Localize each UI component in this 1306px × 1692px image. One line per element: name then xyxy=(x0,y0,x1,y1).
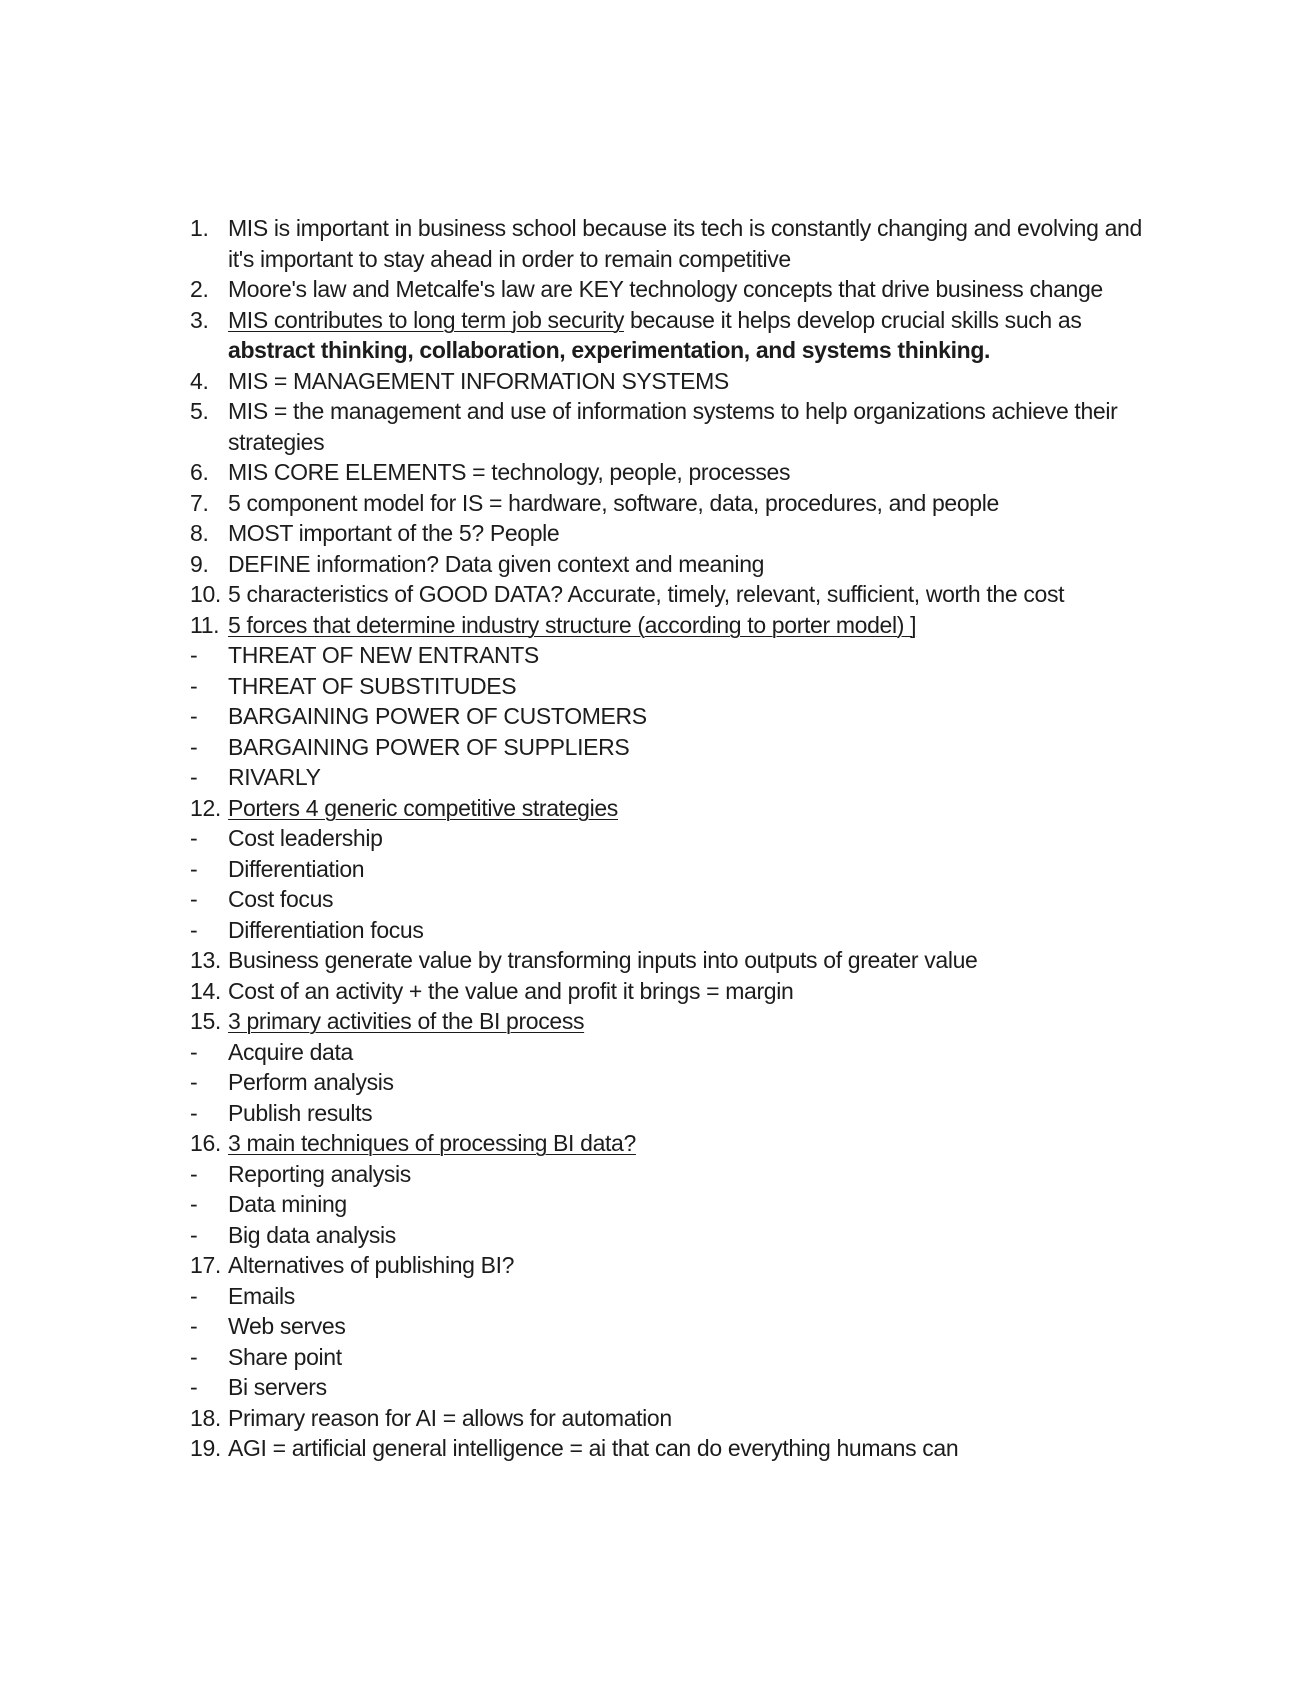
bullet-item xyxy=(190,854,1150,885)
item-text: Perform analysis xyxy=(228,1069,394,1095)
numbered-item xyxy=(190,1433,1150,1464)
bullet-item xyxy=(190,1067,1150,1098)
item-text: 5 component model for IS = hardware, software, data, procedures, and people xyxy=(228,489,999,516)
bullet-marker: - xyxy=(190,825,198,851)
numbered-item xyxy=(190,610,1150,641)
item-number: 9. xyxy=(190,550,209,577)
numbered-item xyxy=(190,1403,1150,1434)
item-text: Alternatives of publishing BI? xyxy=(228,1252,515,1278)
bullet-marker: - xyxy=(190,916,198,943)
notes-list xyxy=(190,213,1150,1464)
bullet-item xyxy=(190,1372,1150,1403)
item-text: Differentiation focus xyxy=(228,916,424,943)
bullet-marker: - xyxy=(190,733,198,760)
bullet-item xyxy=(190,640,1150,671)
item-text: THREAT OF NEW ENTRANTS xyxy=(228,642,539,668)
numbered-item xyxy=(190,1250,1150,1281)
item-number: 8. xyxy=(190,520,209,546)
bullet-item xyxy=(190,762,1150,793)
bullet-item xyxy=(190,1311,1150,1342)
item-text: Share point xyxy=(228,1343,342,1370)
item-text: Cost focus xyxy=(228,886,334,912)
item-text: Acquire data xyxy=(228,1038,353,1065)
bullet-item xyxy=(190,1037,1150,1068)
item-number: 15. xyxy=(190,1008,221,1034)
item-text: MIS is important in business school because its tech is constantly changing and evolving and it's important to stay ahead in order to remain competitive xyxy=(228,215,1142,272)
numbered-item xyxy=(190,488,1150,519)
item-text: Cost leadership xyxy=(228,825,383,851)
bullet-marker: - xyxy=(190,1313,198,1339)
bullet-marker: - xyxy=(190,855,198,882)
bullet-marker: - xyxy=(190,642,198,668)
item-text: MOST important of the 5? People xyxy=(228,520,560,546)
bullet-item xyxy=(190,1342,1150,1373)
item-text: Emails xyxy=(228,1282,295,1309)
bullet-marker: - xyxy=(190,1038,198,1065)
numbered-item xyxy=(190,457,1150,488)
underlined-text: 3 primary activities of the BI process xyxy=(228,1008,585,1034)
bullet-item xyxy=(190,823,1150,854)
item-text: THREAT OF SUBSTITUDES xyxy=(228,672,517,699)
numbered-item xyxy=(190,518,1150,549)
bullet-marker: - xyxy=(190,703,198,729)
item-text: Reporting analysis xyxy=(228,1160,411,1187)
item-number: 12. xyxy=(190,794,221,821)
item-number: 5. xyxy=(190,398,209,424)
bullet-item xyxy=(190,732,1150,763)
item-text: Data mining xyxy=(228,1191,347,1217)
item-text: BARGAINING POWER OF CUSTOMERS xyxy=(228,703,647,729)
item-number: 14. xyxy=(190,977,221,1004)
item-number: 16. xyxy=(190,1130,221,1156)
item-number: 10. xyxy=(190,581,221,607)
item-text: 5 characteristics of GOOD DATA? Accurate, timely, relevant, sufficient, worth the cost xyxy=(228,581,1065,607)
item-number: 19. xyxy=(190,1435,221,1461)
item-text: because it helps develop crucial skills such as xyxy=(624,306,1082,333)
item-number: 2. xyxy=(190,276,209,302)
numbered-item xyxy=(190,945,1150,976)
bullet-item xyxy=(190,1189,1150,1220)
bullet-marker: - xyxy=(190,1221,198,1248)
bold-text: abstract thinking, collaboration, experimentation, and systems thinking. xyxy=(228,337,991,363)
item-text: Bi servers xyxy=(228,1374,327,1400)
item-number: 13. xyxy=(190,947,221,973)
item-text: Publish results xyxy=(228,1099,373,1126)
bullet-marker: - xyxy=(190,1343,198,1370)
item-text: Big data analysis xyxy=(228,1221,396,1248)
bullet-item xyxy=(190,1098,1150,1129)
numbered-item xyxy=(190,305,1150,366)
item-number: 7. xyxy=(190,489,209,516)
numbered-item xyxy=(190,1006,1150,1037)
item-text: AGI = artificial general intelligence = ai that can do everything humans can xyxy=(228,1435,959,1461)
item-text: Primary reason for AI = allows for automation xyxy=(228,1404,672,1431)
numbered-item xyxy=(190,579,1150,610)
item-number: 11. xyxy=(190,611,220,638)
item-text: Web serves xyxy=(228,1313,346,1339)
item-text: MIS CORE ELEMENTS = technology, people, processes xyxy=(228,459,791,485)
item-text: Cost of an activity + the value and profit it brings = margin xyxy=(228,977,794,1004)
bullet-item xyxy=(190,1220,1150,1251)
item-text: Moore's law and Metcalfe's law are KEY technology concepts that drive business change xyxy=(228,276,1103,302)
bullet-item xyxy=(190,915,1150,946)
numbered-item xyxy=(190,793,1150,824)
bullet-marker: - xyxy=(190,1160,198,1187)
numbered-item xyxy=(190,396,1150,457)
bullet-marker: - xyxy=(190,764,198,790)
bullet-item xyxy=(190,671,1150,702)
numbered-item xyxy=(190,366,1150,397)
item-text: Business generate value by transforming inputs into outputs of greater value xyxy=(228,947,978,973)
numbered-item xyxy=(190,976,1150,1007)
bullet-item xyxy=(190,1159,1150,1190)
numbered-item xyxy=(190,213,1150,274)
item-text: MIS = the management and use of information systems to help organizations achieve their strategies xyxy=(228,398,1118,455)
bullet-marker: - xyxy=(190,1374,198,1400)
bullet-item xyxy=(190,701,1150,732)
bullet-item xyxy=(190,884,1150,915)
item-text: Differentiation xyxy=(228,855,365,882)
underlined-text: MIS contributes to long term job security xyxy=(228,306,624,333)
bullet-marker: - xyxy=(190,672,198,699)
bullet-marker: - xyxy=(190,1099,198,1126)
item-number: 1. xyxy=(190,215,209,241)
item-text: MIS = MANAGEMENT INFORMATION SYSTEMS xyxy=(228,367,729,394)
bullet-marker: - xyxy=(190,1069,198,1095)
underlined-text: 3 main techniques of processing BI data? xyxy=(228,1130,636,1156)
numbered-item xyxy=(190,549,1150,580)
bullet-marker: - xyxy=(190,886,198,912)
bullet-item xyxy=(190,1281,1150,1312)
item-number: 18. xyxy=(190,1404,221,1431)
numbered-item xyxy=(190,1128,1150,1159)
numbered-item xyxy=(190,274,1150,305)
underlined-text: Porters 4 generic competitive strategies xyxy=(228,794,618,821)
bullet-marker: - xyxy=(190,1191,198,1217)
item-number: 6. xyxy=(190,459,209,485)
item-number: 4. xyxy=(190,367,209,394)
item-text: BARGAINING POWER OF SUPPLIERS xyxy=(228,733,630,760)
bullet-marker: - xyxy=(190,1282,198,1309)
item-text: DEFINE information? Data given context and meaning xyxy=(228,550,765,577)
item-number: 3. xyxy=(190,306,209,333)
item-number: 17. xyxy=(190,1252,221,1278)
underlined-text: 5 forces that determine industry structure (according to porter model) ] xyxy=(228,611,917,638)
item-text: RIVARLY xyxy=(228,764,321,790)
